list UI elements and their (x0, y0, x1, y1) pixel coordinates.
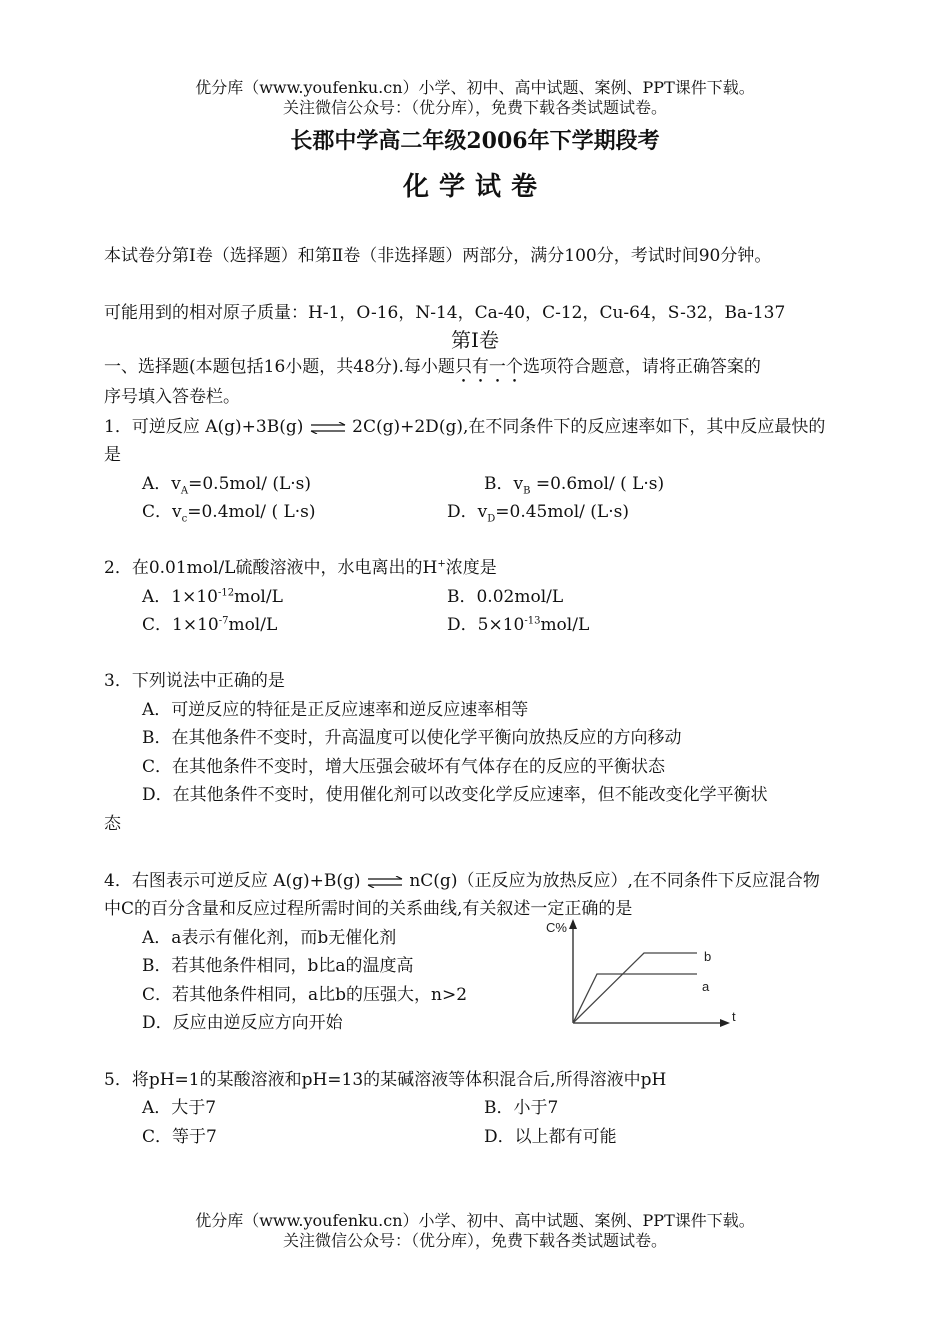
y-axis-arrow-icon (569, 919, 577, 929)
curve-b-label: b (704, 949, 712, 964)
q1-c-text: C．v (142, 502, 182, 522)
q1-a-sub: A (180, 485, 189, 497)
q1-stem-a: 1．可逆反应 A(g)+3B(g) (104, 417, 304, 437)
part1-instructions-line2: 序号填入答卷栏。 (104, 387, 240, 407)
footer-line-1: 优分库（www.youfenku.cn）小学、初中、高中试题、案例、PPT课件下载。 (195, 1211, 755, 1230)
instr-emphasis: 只有一个 (454, 357, 523, 377)
footer-line-2: 关注微信公众号：（优分库），免费下载各类试题试卷。 (282, 1231, 667, 1250)
header-line-1: 优分库（www.youfenku.cn）小学、初中、高中试题、案例、PPT课件下载。 (195, 78, 755, 97)
q4-stem-a: 4．右图表示可逆反应 A(g)+B(g) (104, 871, 361, 891)
q2-a-unit: mol/L (234, 587, 283, 607)
q1-stem-b: 2C(g)+2D(g),在不同条件下的反应速率如下，其中反应最快的 (352, 417, 826, 437)
q4-option-b: B．若其他条件相同，b比a的温度高 (142, 956, 414, 976)
q1-stem (104, 412, 825, 437)
q5-option-c: C．等于7 (142, 1127, 217, 1147)
x-axis-arrow-icon (720, 1019, 730, 1027)
q4-option-c: C．若其他条件相同，a比b的压强大，n>2 (142, 985, 468, 1005)
q2-d-exp: -13 (524, 615, 541, 627)
q2-stem-end: 浓度是 (445, 558, 497, 578)
q1-b-text: B．v (484, 474, 524, 494)
q2-c-unit: mol/L (228, 615, 278, 635)
y-axis-label: C% (546, 920, 567, 935)
q3-option-d: D．在其他条件不变时，使用催化剂可以改变化学反应速率，但不能改变化学平衡状 (142, 785, 768, 805)
q2-stem (104, 553, 497, 578)
instr-text-a: 一、选择题(本题包括16小题，共48分).每小题 (104, 357, 455, 377)
q1-d-sub: D (487, 513, 496, 525)
q3-option-a: A．可逆反应的特征是正反应速率和逆反应速率相等 (142, 700, 529, 720)
q2-d-text: D．5×10 (447, 615, 525, 635)
q1-option-b (484, 469, 664, 496)
q2-c-exp: -7 (218, 615, 229, 627)
q1-c-value: =0.4mol/ ( L·s) (187, 502, 316, 522)
q1-stem-line2: 是 (104, 445, 121, 465)
equilibrium-arrow-icon (366, 876, 404, 888)
q1-b-value: =0.6mol/ ( L·s) (530, 474, 665, 494)
curve-a (573, 974, 697, 1023)
q2-option-d (447, 610, 589, 635)
q1-b-sub: B (523, 485, 531, 497)
instr-text-b: 选项符合题意，请将正确答案的 (522, 357, 761, 377)
q2-a-exp: -12 (217, 587, 235, 599)
part1-title: 第Ⅰ卷 (451, 328, 499, 352)
q4-option-d: D．反应由逆反应方向开始 (142, 1013, 343, 1033)
q1-c-sub: c (181, 513, 188, 525)
q3-option-d-cont: 态 (104, 814, 121, 834)
q2-c-text: C．1×10 (142, 615, 219, 635)
q5-option-d: D．以上都有可能 (484, 1127, 617, 1147)
q5-option-b: B．小于7 (484, 1098, 559, 1118)
q1-a-value: =0.5mol/ (L·s) (188, 474, 312, 494)
equilibrium-arrow-icon (309, 422, 347, 434)
exam-title: 长郡中学高二年级2006年下学期段考 (290, 128, 660, 154)
q1-d-text: D．v (447, 502, 488, 522)
q2-option-b: B．0.02mol/L (447, 587, 564, 607)
x-axis-label: t (732, 1009, 736, 1024)
q1-a-text: A．v (142, 474, 181, 494)
q1-option-c (142, 497, 316, 524)
q2-stem-text: 2．在0.01mol/L硫酸溶液中，水电离出的H (104, 558, 438, 578)
q2-option-c (142, 610, 277, 635)
q1-option-d (447, 497, 629, 524)
q2-stem-sup: + (437, 558, 446, 570)
q5-stem: 5．将pH=1的某酸溶液和pH=13的某碱溶液等体积混合后,所得溶液中pH (104, 1070, 667, 1090)
subject-title: 化学试卷 (402, 172, 547, 202)
intro-line-2: 可能用到的相对原子质量：H-1，O-16，N-14，Ca-40，C-12，Cu-64，S-32，Ba-137 (104, 303, 786, 323)
q4-stem-line2: 中C的百分含量和反应过程所需时间的关系曲线,有关叙述一定正确的是 (104, 899, 633, 919)
q4-concentration-time-graph (540, 915, 750, 1030)
q3-option-b: B．在其他条件不变时，升高温度可以使化学平衡向放热反应的方向移动 (142, 728, 682, 748)
curve-a-label: a (702, 979, 710, 994)
q1-option-a (142, 469, 311, 496)
q5-option-a: A．大于7 (142, 1098, 217, 1118)
curve-b (573, 953, 697, 1023)
q3-stem: 3．下列说法中正确的是 (104, 671, 285, 691)
q1-d-value: =0.45mol/ (L·s) (495, 502, 629, 522)
q2-a-text: A．1×10 (142, 587, 218, 607)
q4-stem-b: nC(g)（正反应为放热反应）,在不同条件下反应混合物 (409, 871, 820, 891)
q4-stem (104, 866, 820, 891)
q2-option-a (142, 582, 283, 607)
q3-option-c: C．在其他条件不变时，增大压强会破坏有气体存在的反应的平衡状态 (142, 757, 666, 777)
q4-option-a: A．a表示有催化剂，而b无催化剂 (142, 928, 397, 948)
header-line-2: 关注微信公众号：（优分库），免费下载各类试题试卷。 (282, 98, 667, 117)
intro-line-1: 本试卷分第Ⅰ卷（选择题）和第Ⅱ卷（非选择题）两部分，满分100分，考试时间90分钟。 (104, 246, 772, 266)
q2-d-unit: mol/L (540, 615, 590, 635)
